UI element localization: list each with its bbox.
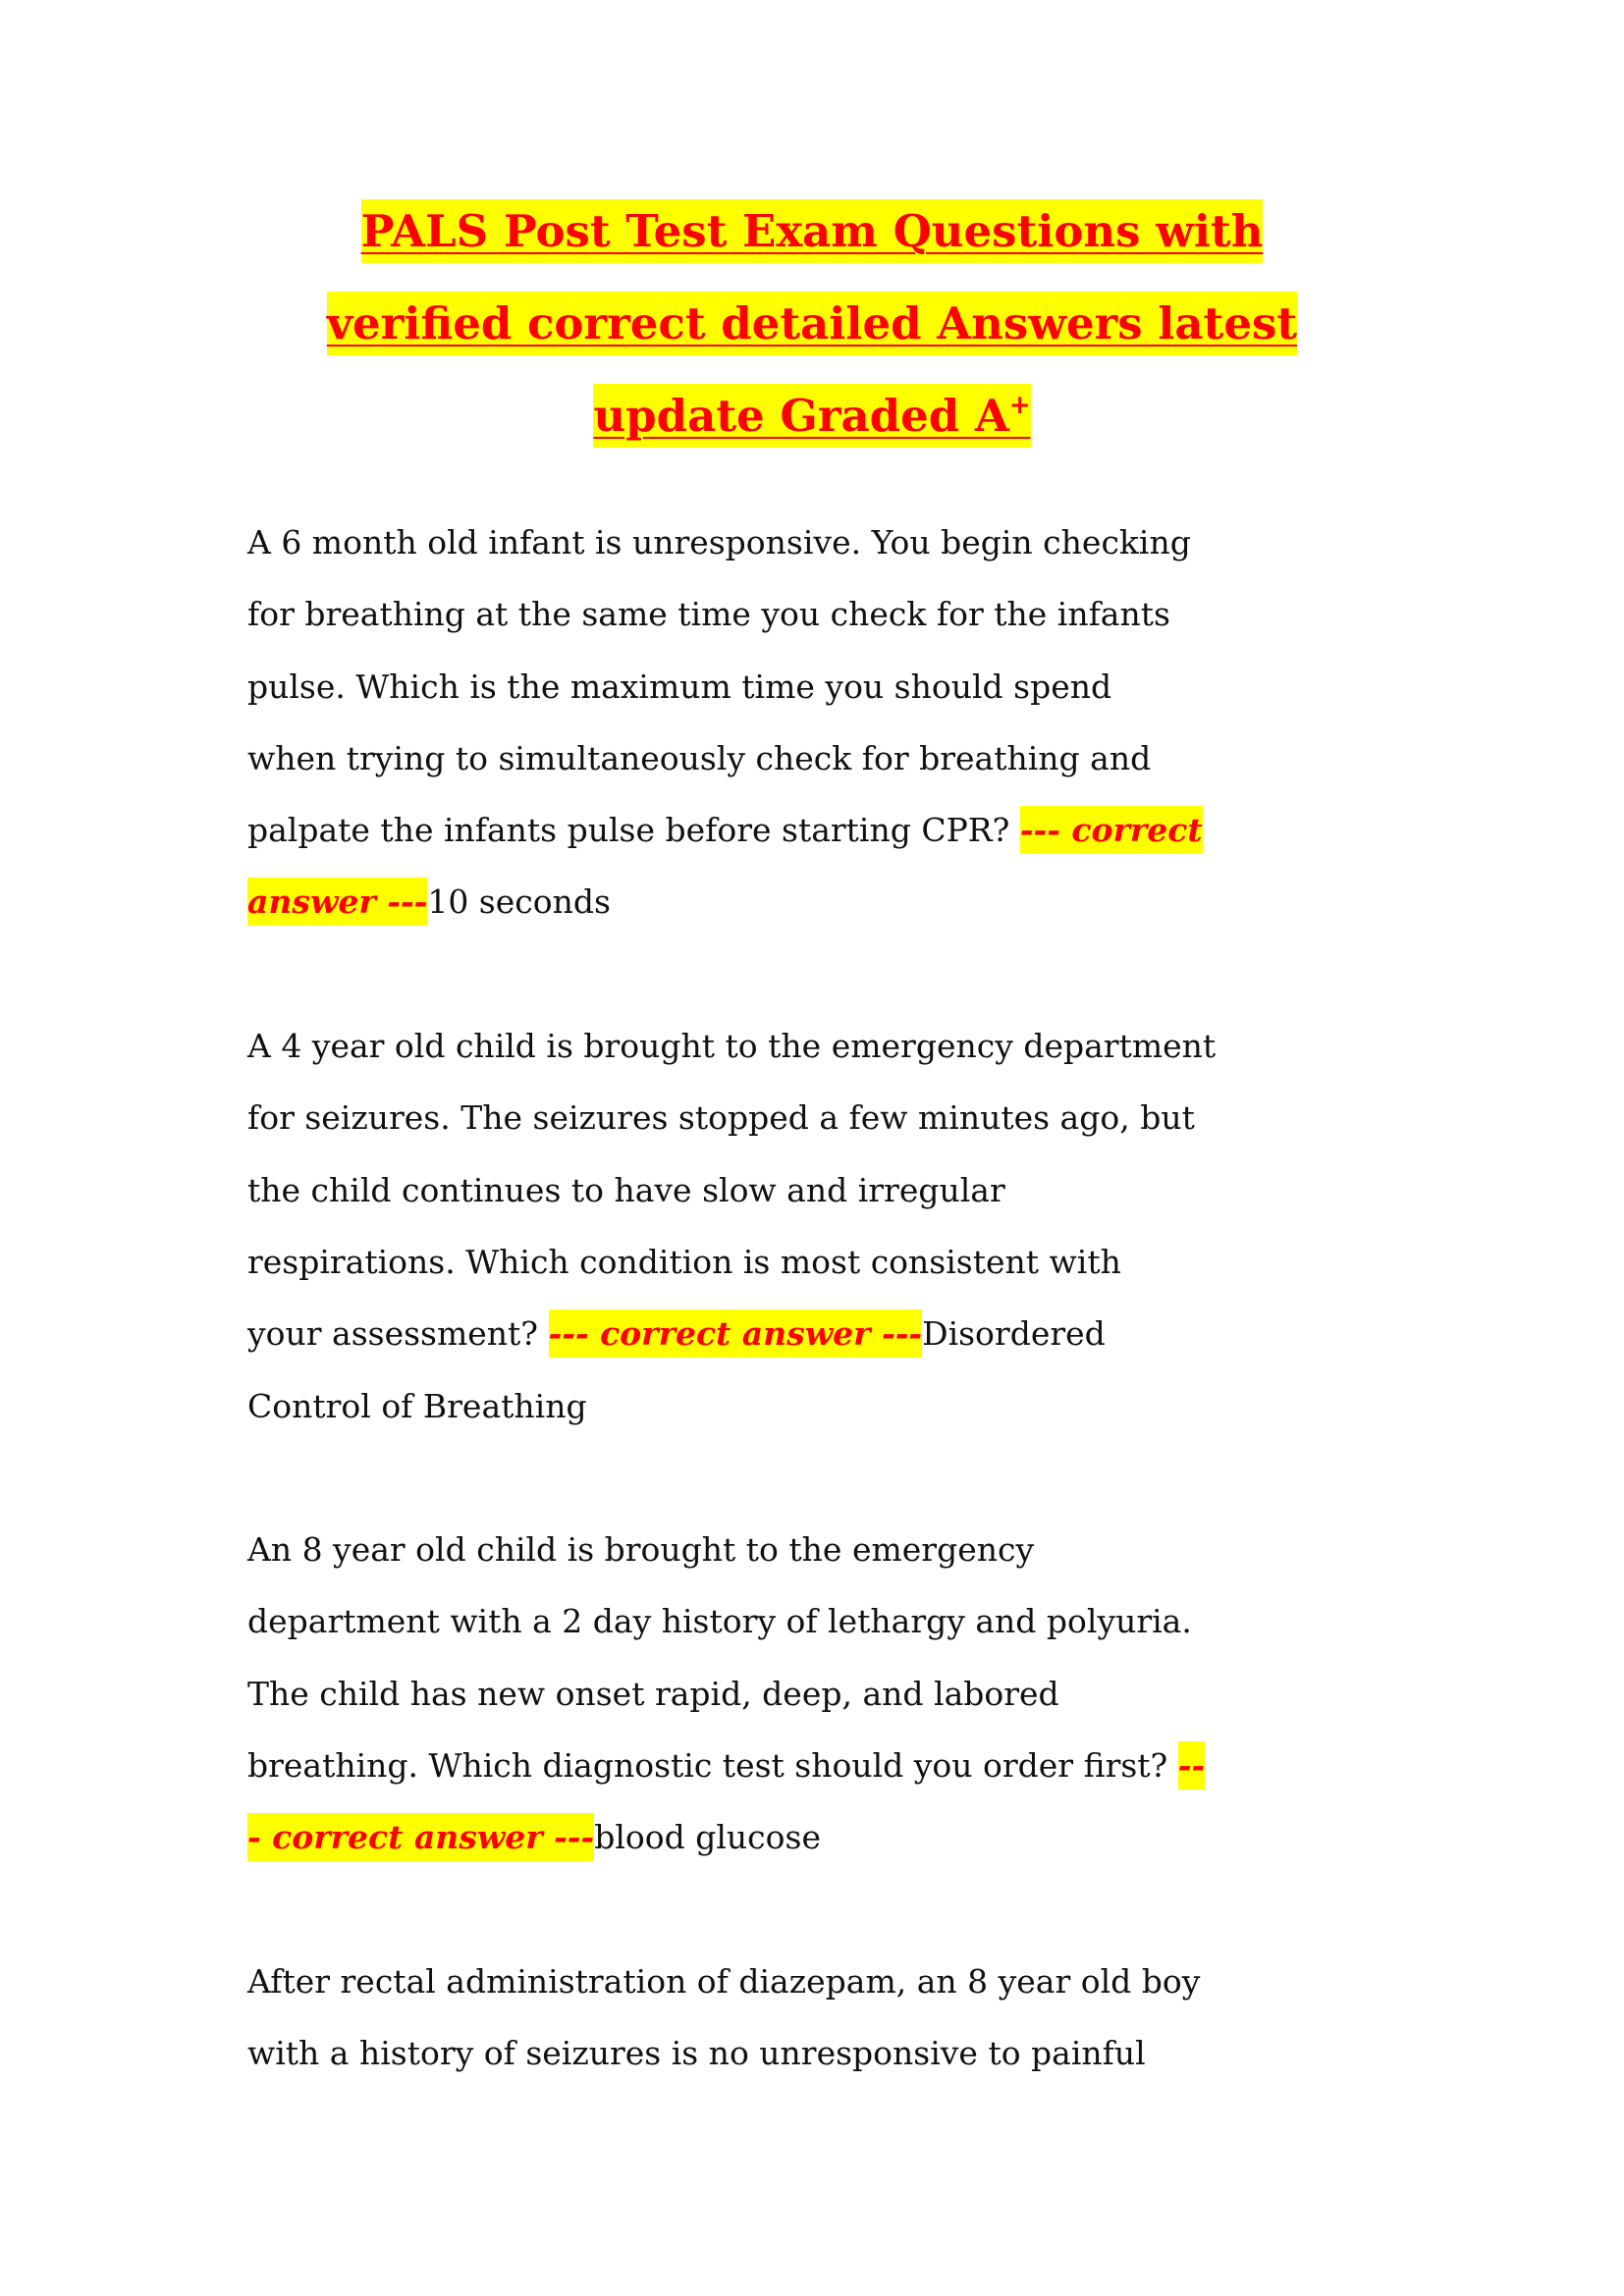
question-text: A 6 month old infant is unresponsive. You begin checking <box>247 523 1191 561</box>
text-line <box>247 866 1426 937</box>
paragraph-gap <box>247 1874 1426 1946</box>
text-line <box>247 1801 1426 1873</box>
text-line <box>247 794 1426 866</box>
question-list <box>247 507 1426 2090</box>
question-text: your assessment? <box>247 1314 549 1354</box>
question-text: breathing. Which diagnostic test should you order first? <box>247 1746 1178 1786</box>
text-line <box>247 722 1426 794</box>
document-title <box>0 186 1624 462</box>
paragraph-gap <box>247 1442 1426 1514</box>
question-text: After rectal administration of diazepam, an 8 year old boy <box>247 1961 1201 2001</box>
text-line <box>247 1154 1426 1226</box>
title-line: PALS Post Test Exam Questions with <box>0 186 1624 278</box>
text-line <box>247 1730 1426 1801</box>
title-line: verified correct detailed Answers latest <box>0 278 1624 370</box>
question-text: An 8 year old child is brought to the emergency <box>247 1530 1035 1570</box>
text-line <box>247 1082 1426 1153</box>
question-item <box>247 1010 1426 1442</box>
paragraph-gap <box>247 938 1426 1010</box>
text-line <box>247 507 1426 578</box>
question-text: Control of Breathing <box>247 1386 587 1425</box>
question-text: palpate the infants pulse before starting CPR? <box>247 811 1020 850</box>
question-item <box>247 1946 1426 2090</box>
question-text: for breathing at the same time you check for the infants <box>247 595 1170 634</box>
correct-answer-marker: - correct answer --- <box>247 1813 594 1861</box>
question-item <box>247 507 1426 938</box>
question-text: Disordered <box>922 1314 1106 1354</box>
question-text: when trying to simultaneously check for breathing and <box>247 738 1152 777</box>
text-line <box>247 1010 1426 1082</box>
question-text: respirations. Which condition is most consistent with <box>247 1242 1121 1281</box>
correct-answer-marker: --- correct <box>1020 806 1203 854</box>
question-text: for seizures. The seizures stopped a few minutes ago, but <box>247 1098 1195 1138</box>
question-text: A 4 year old child is brought to the emergency department <box>247 1027 1217 1066</box>
correct-answer-marker: -- <box>1178 1741 1205 1789</box>
text-line <box>247 651 1426 722</box>
question-item <box>247 1514 1426 1873</box>
text-line <box>247 2017 1426 2089</box>
question-text: 10 seconds <box>427 882 611 922</box>
text-line <box>247 1298 1426 1369</box>
question-text: department with a 2 day history of lethargy and polyuria. <box>247 1602 1192 1641</box>
question-text: with a history of seizures is no unresponsive to painful <box>247 2034 1146 2073</box>
question-text: the child continues to have slow and irregular <box>247 1170 1005 1209</box>
correct-answer-marker: --- correct answer --- <box>549 1309 923 1358</box>
title-line: update Graded A+ <box>0 370 1624 462</box>
text-line <box>247 1514 1426 1585</box>
correct-answer-marker: answer --- <box>247 878 427 926</box>
text-line <box>247 1226 1426 1298</box>
question-text: The child has new onset rapid, deep, and labored <box>247 1674 1059 1713</box>
question-text: pulse. Which is the maximum time you should spend <box>247 667 1112 706</box>
grade-superscript: + <box>1008 391 1031 420</box>
text-line <box>247 1585 1426 1657</box>
question-text: blood glucose <box>594 1818 821 1857</box>
text-line <box>247 1658 1426 1730</box>
text-line <box>247 1946 1426 2017</box>
text-line <box>247 578 1426 650</box>
text-line <box>247 1370 1426 1442</box>
